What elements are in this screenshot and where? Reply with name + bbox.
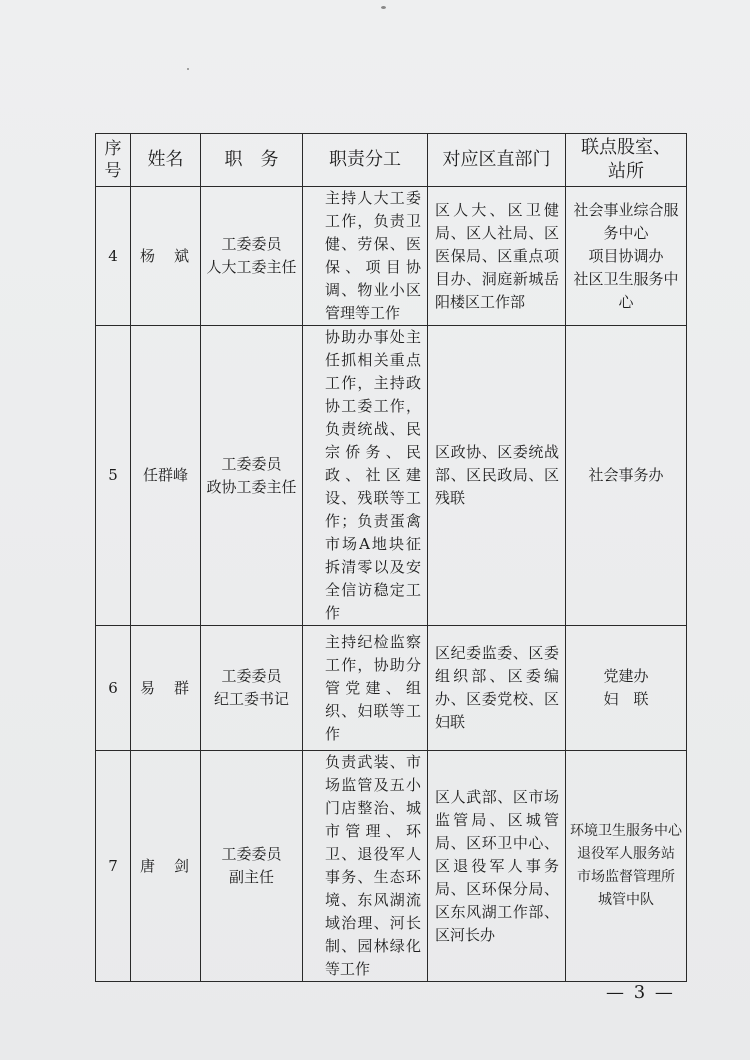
page-number: — 3 — — [606, 982, 675, 1003]
position-line: 工委委员 — [221, 845, 282, 863]
header-duty: 职责分工 — [303, 134, 428, 187]
office-line: 社会事务办 — [588, 466, 664, 484]
office-line: 环境卫生服务中心 — [570, 823, 682, 839]
duty-description: 主持纪检监察工作，协助分管党建、组织、妇联等工作 — [303, 626, 428, 751]
office-line: 退役军人服务站 — [577, 846, 675, 862]
office-cell — [566, 751, 687, 982]
duty-table — [95, 133, 687, 982]
header-no: 序号 — [96, 134, 131, 187]
header-office: 联点股室、站所 — [566, 134, 687, 187]
row-number: 6 — [96, 626, 131, 751]
duty-description: 负责武装、市场监管及五小门店整治、城市管理、环卫、退役军人事务、生态环境、东风湖流域治理、河长制、园林绿化等工作 — [303, 751, 428, 982]
position-cell — [201, 187, 303, 326]
department-list: 区人武部、区市场监管局、区城管局、区环卫中心、区退役军人事务局、区环保分局、区东风湖工作部、区河长办 — [428, 751, 566, 982]
office-cell — [566, 187, 687, 326]
position-line: 工委委员 — [221, 667, 282, 685]
position-line: 工委委员 — [221, 235, 282, 253]
position-line: 政协工委主任 — [206, 477, 297, 496]
person-name: 唐 剑 — [131, 751, 201, 982]
duty-description: 主持人大工委工作，负责卫健、劳保、医保、项目协调、物业小区管理等工作 — [303, 187, 428, 326]
table-row — [96, 326, 687, 626]
office-cell — [566, 326, 687, 626]
scan-speck — [381, 6, 386, 9]
position-line: 副主任 — [228, 868, 274, 886]
position-line: 工委委员 — [221, 454, 282, 473]
position-cell — [201, 326, 303, 626]
department-list: 区纪委监委、区委组织部、区委编办、区委党校、区妇联 — [428, 626, 566, 751]
table-header-row — [96, 134, 687, 187]
header-position: 职 务 — [201, 134, 303, 187]
office-line: 城管中队 — [598, 892, 654, 908]
person-name: 杨 斌 — [131, 187, 201, 326]
row-number: 7 — [96, 751, 131, 982]
position-cell — [201, 751, 303, 982]
office-line: 社区卫生服务中心 — [573, 269, 679, 311]
department-list: 区人大、区卫健局、区人社局、区医保局、区重点项目办、洞庭新城岳阳楼区工作部 — [428, 187, 566, 326]
row-number: 4 — [96, 187, 131, 326]
office-line: 妇 联 — [603, 690, 649, 708]
table-row — [96, 626, 687, 751]
position-line: 纪工委书记 — [213, 690, 289, 708]
office-line: 党建办 — [603, 667, 649, 685]
office-line: 项目协调办 — [588, 246, 664, 265]
table-row — [96, 751, 687, 982]
person-name: 任群峰 — [131, 326, 201, 626]
header-name: 姓名 — [131, 134, 201, 187]
header-dept: 对应区直部门 — [428, 134, 566, 187]
row-number: 5 — [96, 326, 131, 626]
office-line: 市场监督管理所 — [577, 869, 675, 885]
table-row — [96, 187, 687, 326]
department-list: 区政协、区委统战部、区民政局、区残联 — [428, 326, 566, 626]
office-cell — [566, 626, 687, 751]
office-line: 社会事业综合服务中心 — [573, 200, 679, 242]
scan-speck — [187, 68, 189, 70]
duty-description: 协助办事处主任抓相关重点工作，主持政协工委工作，负责统战、民宗侨务、民政、社区建设、残联等工作；负责蛋禽市场A地块征拆清零以及安全信访稳定工作 — [303, 326, 428, 626]
position-cell — [201, 626, 303, 751]
position-line: 人大工委主任 — [206, 258, 297, 276]
person-name: 易 群 — [131, 626, 201, 751]
